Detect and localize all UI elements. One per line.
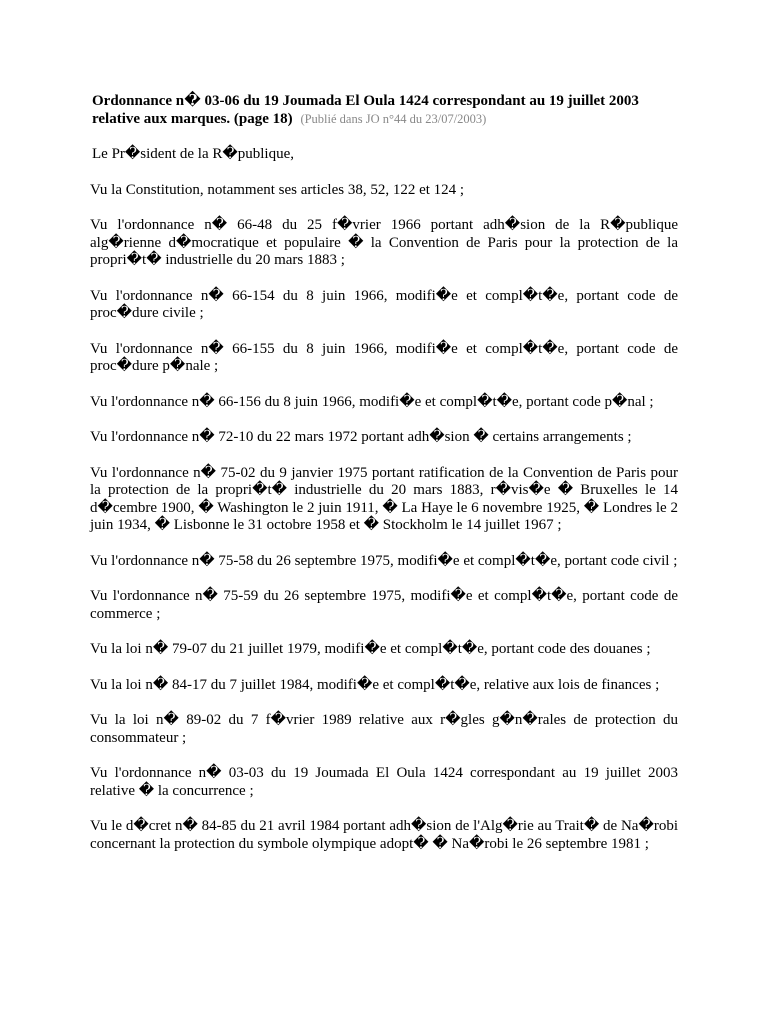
paragraph-ordonnance-75-58: Vu l'ordonnance n� 75-58 du 26 septembre 1975, modifi�e et compl�t�e, portant code civil ; <box>90 552 678 569</box>
document-page <box>90 93 678 853</box>
paragraph-ordonnance-66-156: Vu l'ordonnance n� 66-156 du 8 juin 1966, modifi�e et compl�t�e, portant code p�nal ; <box>90 393 654 410</box>
paragraph-loi-79-07: Vu la loi n� 79-07 du 21 juillet 1979, modifi�e et compl�t�e, portant code des douanes ; <box>90 641 651 657</box>
paragraph-ordonnance-75-59: Vu l'ordonnance n� 75-59 du 26 septembre 1975, modifi�e et compl�t�e, portant code de commerce ; <box>90 588 678 622</box>
paragraph-decret-84-85: Vu le d�cret n� 84-85 du 21 avril 1984 portant adh�sion de l'Alg�rie au Trait� de Na�robi concernant la protection du symbole olympique adopt� � Na�robi le 26 septembre 1981 ; <box>90 818 678 852</box>
paragraph-constitution: Vu la Constitution, notamment ses articles 38, 52, 122 et 124 ; <box>90 181 465 198</box>
paragraph-ordonnance-03-03: Vu l'ordonnance n� 03-03 du 19 Joumada El Oula 1424 correspondant au 19 juillet 2003 relative � la concurrence ; <box>90 765 678 799</box>
document-title: Ordonnance n� 03-06 du 19 Joumada El Oula 1424 correspondant au 19 juillet 2003 relative aux marques. (page 18) <box>92 93 639 127</box>
paragraph-ordonnance-66-48: Vu l'ordonnance n� 66-48 du 25 f�vrier 1966 portant adh�sion de la R�publique alg�rienne d�mocratique et populaire � la Convention de Paris pour la protection de la propri�t� industrielle du 20 mars 1883 ; <box>90 217 678 268</box>
paragraph-loi-89-02: Vu la loi n� 89-02 du 7 f�vrier 1989 relative aux r�gles g�n�rales de protection du consommateur ; <box>90 712 678 746</box>
publication-note: (Publié dans JO n°44 du 23/07/2003) <box>300 111 487 126</box>
paragraph-ordonnance-72-10: Vu l'ordonnance n� 72-10 du 22 mars 1972 portant adh�sion � certains arrangements ; <box>90 429 632 445</box>
president-line: Le Pr�sident de la R�publique, <box>92 146 294 162</box>
document-heading <box>92 93 678 128</box>
paragraph-ordonnance-75-02: Vu l'ordonnance n� 75-02 du 9 janvier 1975 portant ratification de la Convention de Paris pour la protection de la propri�t� industrielle du 20 mars 1883, r�vis�e � Bruxelles le 14 d�cembre 1900, � Washington le 2 juin 1911, � La Haye le 6 novembre 1925, � Londres le 2 juin 1934, � Lisbonne le 31 octobre 1958 et � Stockholm le 14 juillet 1967 ; <box>90 464 678 533</box>
paragraph-ordonnance-66-154: Vu l'ordonnance n� 66-154 du 8 juin 1966, modifi�e et compl�t�e, portant code de proc�dure civile ; <box>90 287 678 321</box>
paragraph-loi-84-17: Vu la loi n� 84-17 du 7 juillet 1984, modifi�e et compl�t�e, relative aux lois de finances ; <box>90 676 660 693</box>
paragraph-ordonnance-66-155: Vu l'ordonnance n� 66-155 du 8 juin 1966, modifi�e et compl�t�e, portant code de proc�dure p�nale ; <box>90 340 678 374</box>
